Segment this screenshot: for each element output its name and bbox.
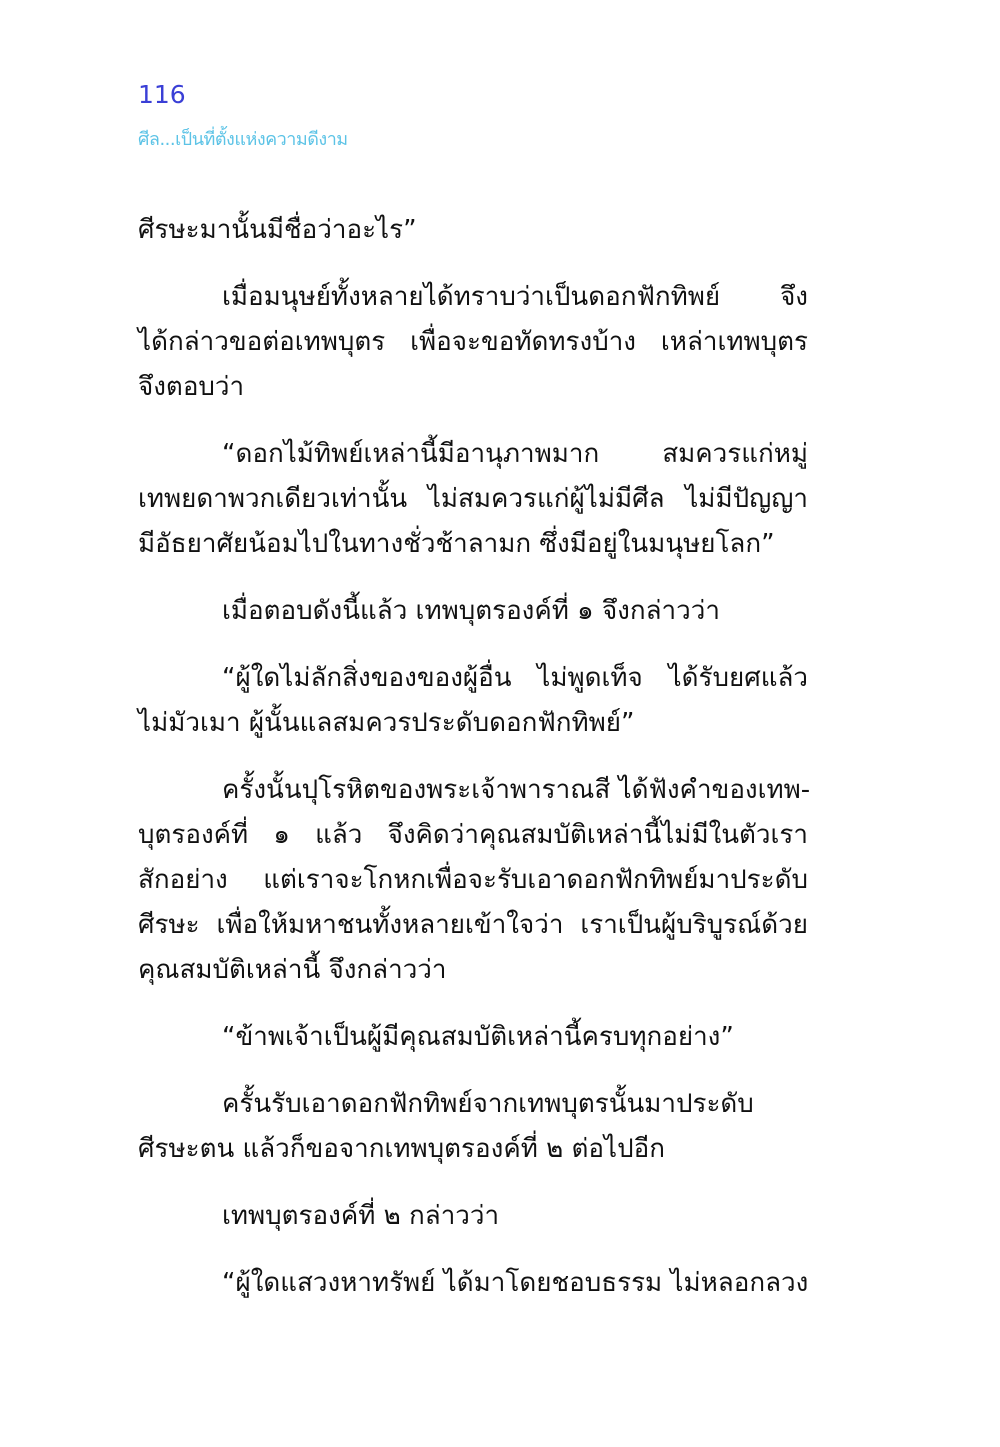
text-line: “ผู้ใดไม่ลักสิ่งของของผู้อื่น ไม่พูดเท็จ ได้รับยศแล้ว (222, 663, 808, 693)
text-line: ศีรษะมานั้นมีชื่อว่าอะไร” (138, 215, 417, 245)
text-line: “ข้าพเจ้าเป็นผู้มีคุณสมบัติเหล่านี้ครบทุกอย่าง” (222, 1022, 734, 1052)
text-line: จึงตอบว่า (138, 372, 245, 402)
body-text (138, 208, 811, 1306)
text-line: เทพบุตรองค์ที่ ๒ กล่าวว่า (222, 1201, 500, 1231)
text-line: ครั้งนั้นปุโรหิตของพระเจ้าพาราณสี ได้ฟังคำของเทพ- (222, 775, 811, 805)
running-title: ศีล...เป็นที่ตั้งแห่งความดีงาม (138, 129, 348, 150)
text-line: ครั้นรับเอาดอกฟักทิพย์จากเทพบุตรนั้นมาประดับ (222, 1089, 754, 1119)
text-line: เมื่อตอบดังนี้แล้ว เทพบุตรองค์ที่ ๑ จึงกล่าวว่า (222, 596, 720, 626)
text-line: เทพยดาพวกเดียวเท่านั้น ไม่สมควรแก่ผู้ไม่มีศีล ไม่มีปัญญา (138, 484, 808, 514)
text-line: “ผู้ใดแสวงหาทรัพย์ ได้มาโดยชอบธรรม ไม่หลอกลวง (222, 1268, 809, 1298)
text-line: “ดอกไม้ทิพย์เหล่านี้มีอานุภาพมาก สมควรแก่หมู่ (222, 439, 808, 469)
text-line: คุณสมบัติเหล่านี้ จึงกล่าวว่า (138, 955, 447, 985)
page-number: 116 (138, 80, 186, 109)
text-line: ได้กล่าวขอต่อเทพบุตร เพื่อจะขอทัดทรงบ้าง เหล่าเทพบุตร (138, 327, 808, 357)
text-line: บุตรองค์ที่ ๑ แล้ว จึงคิดว่าคุณสมบัติเหล่านี้ไม่มีในตัวเรา (138, 820, 808, 850)
text-line: เมื่อมนุษย์ทั้งหลายได้ทราบว่าเป็นดอกฟักทิพย์ จึง (222, 282, 808, 312)
text-line: ศีรษะ เพื่อให้มหาชนทั้งหลายเข้าใจว่า เราเป็นผู้บริบูรณ์ด้วย (138, 910, 808, 940)
text-line: สักอย่าง แต่เราจะโกหกเพื่อจะรับเอาดอกฟักทิพย์มาประดับ (138, 865, 808, 895)
text-line: ศีรษะตน แล้วก็ขอจากเทพบุตรองค์ที่ ๒ ต่อไปอีก (138, 1134, 665, 1164)
text-line: มีอัธยาศัยน้อมไปในทางชั่วช้าลามก ซึ่งมีอยู่ในมนุษยโลก” (138, 529, 775, 559)
text-line: ไม่มัวเมา ผู้นั้นแลสมควรประดับดอกฟักทิพย์” (138, 708, 635, 738)
